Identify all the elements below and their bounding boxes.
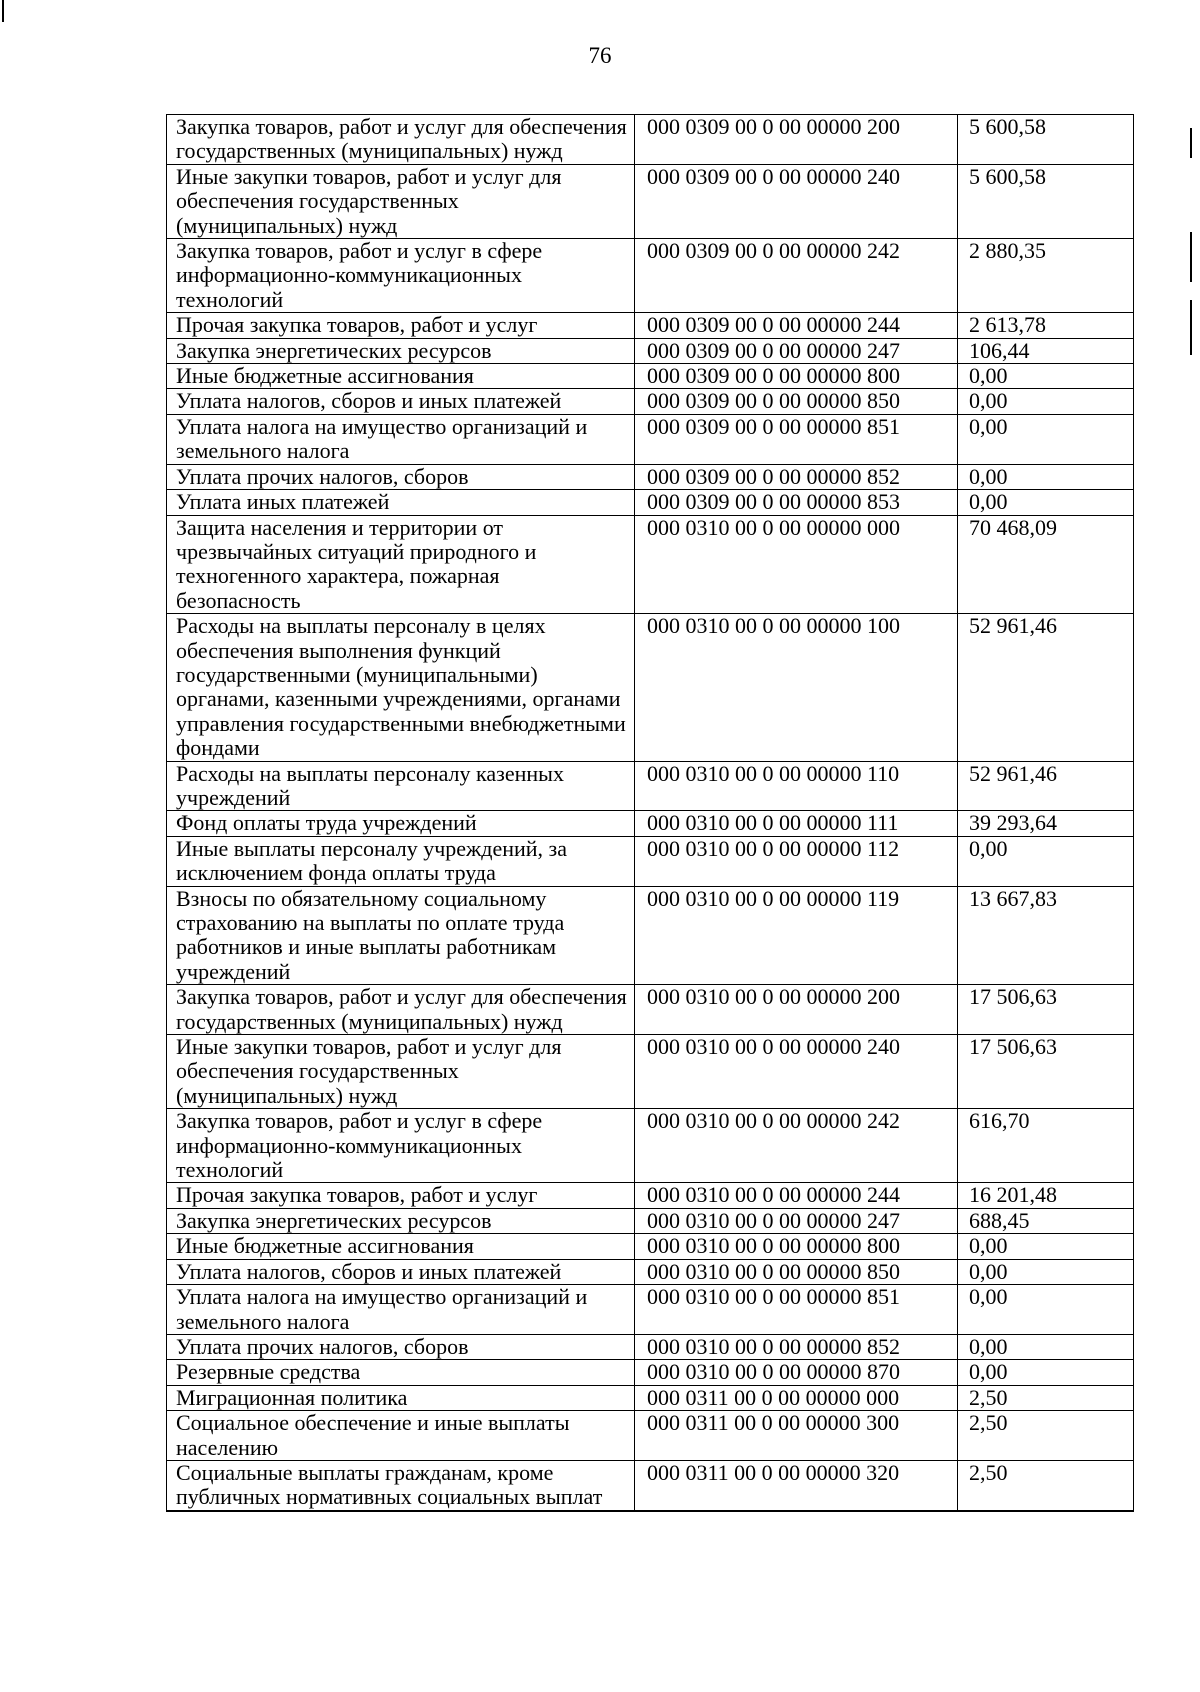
row-code-cell: 000 0310 00 0 00 00000 850	[635, 1259, 958, 1284]
row-amount-cell: 17 506,63	[958, 1035, 1134, 1109]
row-amount-cell: 70 468,09	[958, 515, 1134, 614]
row-code-cell: 000 0311 00 0 00 00000 300	[635, 1411, 958, 1461]
table-row	[167, 1460, 1134, 1510]
row-amount-cell: 0,00	[958, 1285, 1134, 1335]
row-name-cell: Уплата налогов, сборов и иных платежей	[167, 389, 635, 414]
table-row	[167, 414, 1134, 464]
page-number: 76	[588, 43, 612, 68]
row-name-cell: Уплата налогов, сборов и иных платежей	[167, 1259, 635, 1284]
scan-margin-mark	[1190, 128, 1192, 158]
table-row	[167, 389, 1134, 414]
row-amount-cell: 52 961,46	[958, 761, 1134, 811]
row-amount-cell: 0,00	[958, 1234, 1134, 1259]
row-code-cell: 000 0309 00 0 00 00000 850	[635, 389, 958, 414]
row-name-cell: Миграционная политика	[167, 1385, 635, 1410]
row-amount-cell: 0,00	[958, 490, 1134, 515]
row-code-cell: 000 0310 00 0 00 00000 200	[635, 985, 958, 1035]
row-code-cell: 000 0310 00 0 00 00000 852	[635, 1334, 958, 1359]
row-code-cell: 000 0310 00 0 00 00000 242	[635, 1109, 958, 1183]
table-row	[167, 338, 1134, 363]
table-row	[167, 1360, 1134, 1385]
table-row	[167, 1334, 1134, 1359]
row-name-cell: Уплата иных платежей	[167, 490, 635, 515]
row-amount-cell: 106,44	[958, 338, 1134, 363]
budget-table	[166, 114, 1134, 1512]
row-amount-cell: 2 880,35	[958, 239, 1134, 313]
row-amount-cell: 2,50	[958, 1385, 1134, 1410]
row-amount-cell: 0,00	[958, 1259, 1134, 1284]
row-code-cell: 000 0311 00 0 00 00000 320	[635, 1460, 958, 1510]
row-amount-cell: 5 600,58	[958, 115, 1134, 165]
row-name-cell: Иные закупки товаров, работ и услуг для обеспечения государственных (муниципальных) нужд	[167, 1035, 635, 1109]
row-name-cell: Закупка товаров, работ и услуг в сфере информационно-коммуникационных технологий	[167, 1109, 635, 1183]
row-amount-cell: 16 201,48	[958, 1183, 1134, 1208]
row-name-cell: Взносы по обязательному социальному страхованию на выплаты по оплате труда работников и иные выплаты работникам учреждений	[167, 886, 635, 985]
table-row	[167, 464, 1134, 489]
row-code-cell: 000 0310 00 0 00 00000 000	[635, 515, 958, 614]
row-name-cell: Закупка товаров, работ и услуг в сфере информационно-коммуникационных технологий	[167, 239, 635, 313]
row-amount-cell: 17 506,63	[958, 985, 1134, 1035]
row-code-cell: 000 0309 00 0 00 00000 242	[635, 239, 958, 313]
row-code-cell: 000 0309 00 0 00 00000 244	[635, 313, 958, 338]
row-amount-cell: 0,00	[958, 389, 1134, 414]
row-name-cell: Защита населения и территории от чрезвычайных ситуаций природного и техногенного характера, пожарная безопасность	[167, 515, 635, 614]
row-amount-cell: 2,50	[958, 1460, 1134, 1510]
row-name-cell: Уплата налога на имущество организаций и земельного налога	[167, 414, 635, 464]
row-code-cell: 000 0310 00 0 00 00000 119	[635, 886, 958, 985]
table-row	[167, 115, 1134, 165]
row-code-cell: 000 0310 00 0 00 00000 100	[635, 614, 958, 761]
table-row	[167, 985, 1134, 1035]
row-name-cell: Закупка энергетических ресурсов	[167, 1208, 635, 1233]
row-amount-cell: 0,00	[958, 1334, 1134, 1359]
row-amount-cell: 688,45	[958, 1208, 1134, 1233]
row-amount-cell: 616,70	[958, 1109, 1134, 1183]
row-code-cell: 000 0310 00 0 00 00000 112	[635, 836, 958, 886]
table-row	[167, 1109, 1134, 1183]
row-amount-cell: 2 613,78	[958, 313, 1134, 338]
row-amount-cell: 13 667,83	[958, 886, 1134, 985]
row-name-cell: Закупка энергетических ресурсов	[167, 338, 635, 363]
row-name-cell: Закупка товаров, работ и услуг для обеспечения государственных (муниципальных) нужд	[167, 985, 635, 1035]
row-name-cell: Прочая закупка товаров, работ и услуг	[167, 313, 635, 338]
row-name-cell: Расходы на выплаты персоналу казенных учреждений	[167, 761, 635, 811]
row-code-cell: 000 0310 00 0 00 00000 247	[635, 1208, 958, 1233]
row-amount-cell: 0,00	[958, 414, 1134, 464]
table-row	[167, 515, 1134, 614]
row-name-cell: Уплата налога на имущество организаций и земельного налога	[167, 1285, 635, 1335]
table-row	[167, 313, 1134, 338]
table-row	[167, 1285, 1134, 1335]
row-amount-cell: 0,00	[958, 836, 1134, 886]
row-name-cell: Иные бюджетные ассигнования	[167, 364, 635, 389]
row-amount-cell: 0,00	[958, 364, 1134, 389]
table-row	[167, 761, 1134, 811]
row-amount-cell: 5 600,58	[958, 164, 1134, 238]
row-code-cell: 000 0309 00 0 00 00000 851	[635, 414, 958, 464]
row-code-cell: 000 0311 00 0 00 00000 000	[635, 1385, 958, 1410]
row-amount-cell: 0,00	[958, 464, 1134, 489]
table-row	[167, 614, 1134, 761]
table-row	[167, 1234, 1134, 1259]
row-name-cell: Иные выплаты персоналу учреждений, за исключением фонда оплаты труда	[167, 836, 635, 886]
table-row	[167, 164, 1134, 238]
table-row	[167, 364, 1134, 389]
scan-margin-mark	[1190, 232, 1192, 282]
row-code-cell: 000 0309 00 0 00 00000 800	[635, 364, 958, 389]
table-row	[167, 886, 1134, 985]
row-name-cell: Резервные средства	[167, 1360, 635, 1385]
row-code-cell: 000 0310 00 0 00 00000 110	[635, 761, 958, 811]
table-row	[167, 1385, 1134, 1410]
row-code-cell: 000 0310 00 0 00 00000 111	[635, 811, 958, 836]
row-code-cell: 000 0310 00 0 00 00000 244	[635, 1183, 958, 1208]
row-name-cell: Иные закупки товаров, работ и услуг для обеспечения государственных (муниципальных) нужд	[167, 164, 635, 238]
row-code-cell: 000 0309 00 0 00 00000 200	[635, 115, 958, 165]
row-code-cell: 000 0309 00 0 00 00000 247	[635, 338, 958, 363]
row-code-cell: 000 0309 00 0 00 00000 852	[635, 464, 958, 489]
table-row	[167, 1183, 1134, 1208]
row-name-cell: Иные бюджетные ассигнования	[167, 1234, 635, 1259]
row-name-cell: Расходы на выплаты персоналу в целях обеспечения выполнения функций государственными (муниципальными) органами, казенными учреждениями, органами управления государственными внебюджетными фондами	[167, 614, 635, 761]
table-row	[167, 239, 1134, 313]
row-amount-cell: 2,50	[958, 1411, 1134, 1461]
table-row	[167, 836, 1134, 886]
scan-margin-mark	[1190, 300, 1192, 355]
row-name-cell: Закупка товаров, работ и услуг для обеспечения государственных (муниципальных) нужд	[167, 115, 635, 165]
table-row	[167, 1259, 1134, 1284]
table-row	[167, 1208, 1134, 1233]
row-name-cell: Уплата прочих налогов, сборов	[167, 464, 635, 489]
row-code-cell: 000 0309 00 0 00 00000 240	[635, 164, 958, 238]
row-name-cell: Фонд оплаты труда учреждений	[167, 811, 635, 836]
row-name-cell: Прочая закупка товаров, работ и услуг	[167, 1183, 635, 1208]
row-code-cell: 000 0310 00 0 00 00000 870	[635, 1360, 958, 1385]
budget-table-body	[167, 115, 1134, 1511]
scan-margin-mark	[2, 0, 4, 22]
table-row	[167, 1035, 1134, 1109]
row-code-cell: 000 0310 00 0 00 00000 851	[635, 1285, 958, 1335]
row-amount-cell: 52 961,46	[958, 614, 1134, 761]
row-amount-cell: 39 293,64	[958, 811, 1134, 836]
row-amount-cell: 0,00	[958, 1360, 1134, 1385]
table-row	[167, 811, 1134, 836]
table-row	[167, 1411, 1134, 1461]
row-name-cell: Социальное обеспечение и иные выплаты населению	[167, 1411, 635, 1461]
table-row	[167, 490, 1134, 515]
row-code-cell: 000 0310 00 0 00 00000 800	[635, 1234, 958, 1259]
row-name-cell: Социальные выплаты гражданам, кроме публичных нормативных социальных выплат	[167, 1460, 635, 1510]
row-name-cell: Уплата прочих налогов, сборов	[167, 1334, 635, 1359]
row-code-cell: 000 0309 00 0 00 00000 853	[635, 490, 958, 515]
row-code-cell: 000 0310 00 0 00 00000 240	[635, 1035, 958, 1109]
